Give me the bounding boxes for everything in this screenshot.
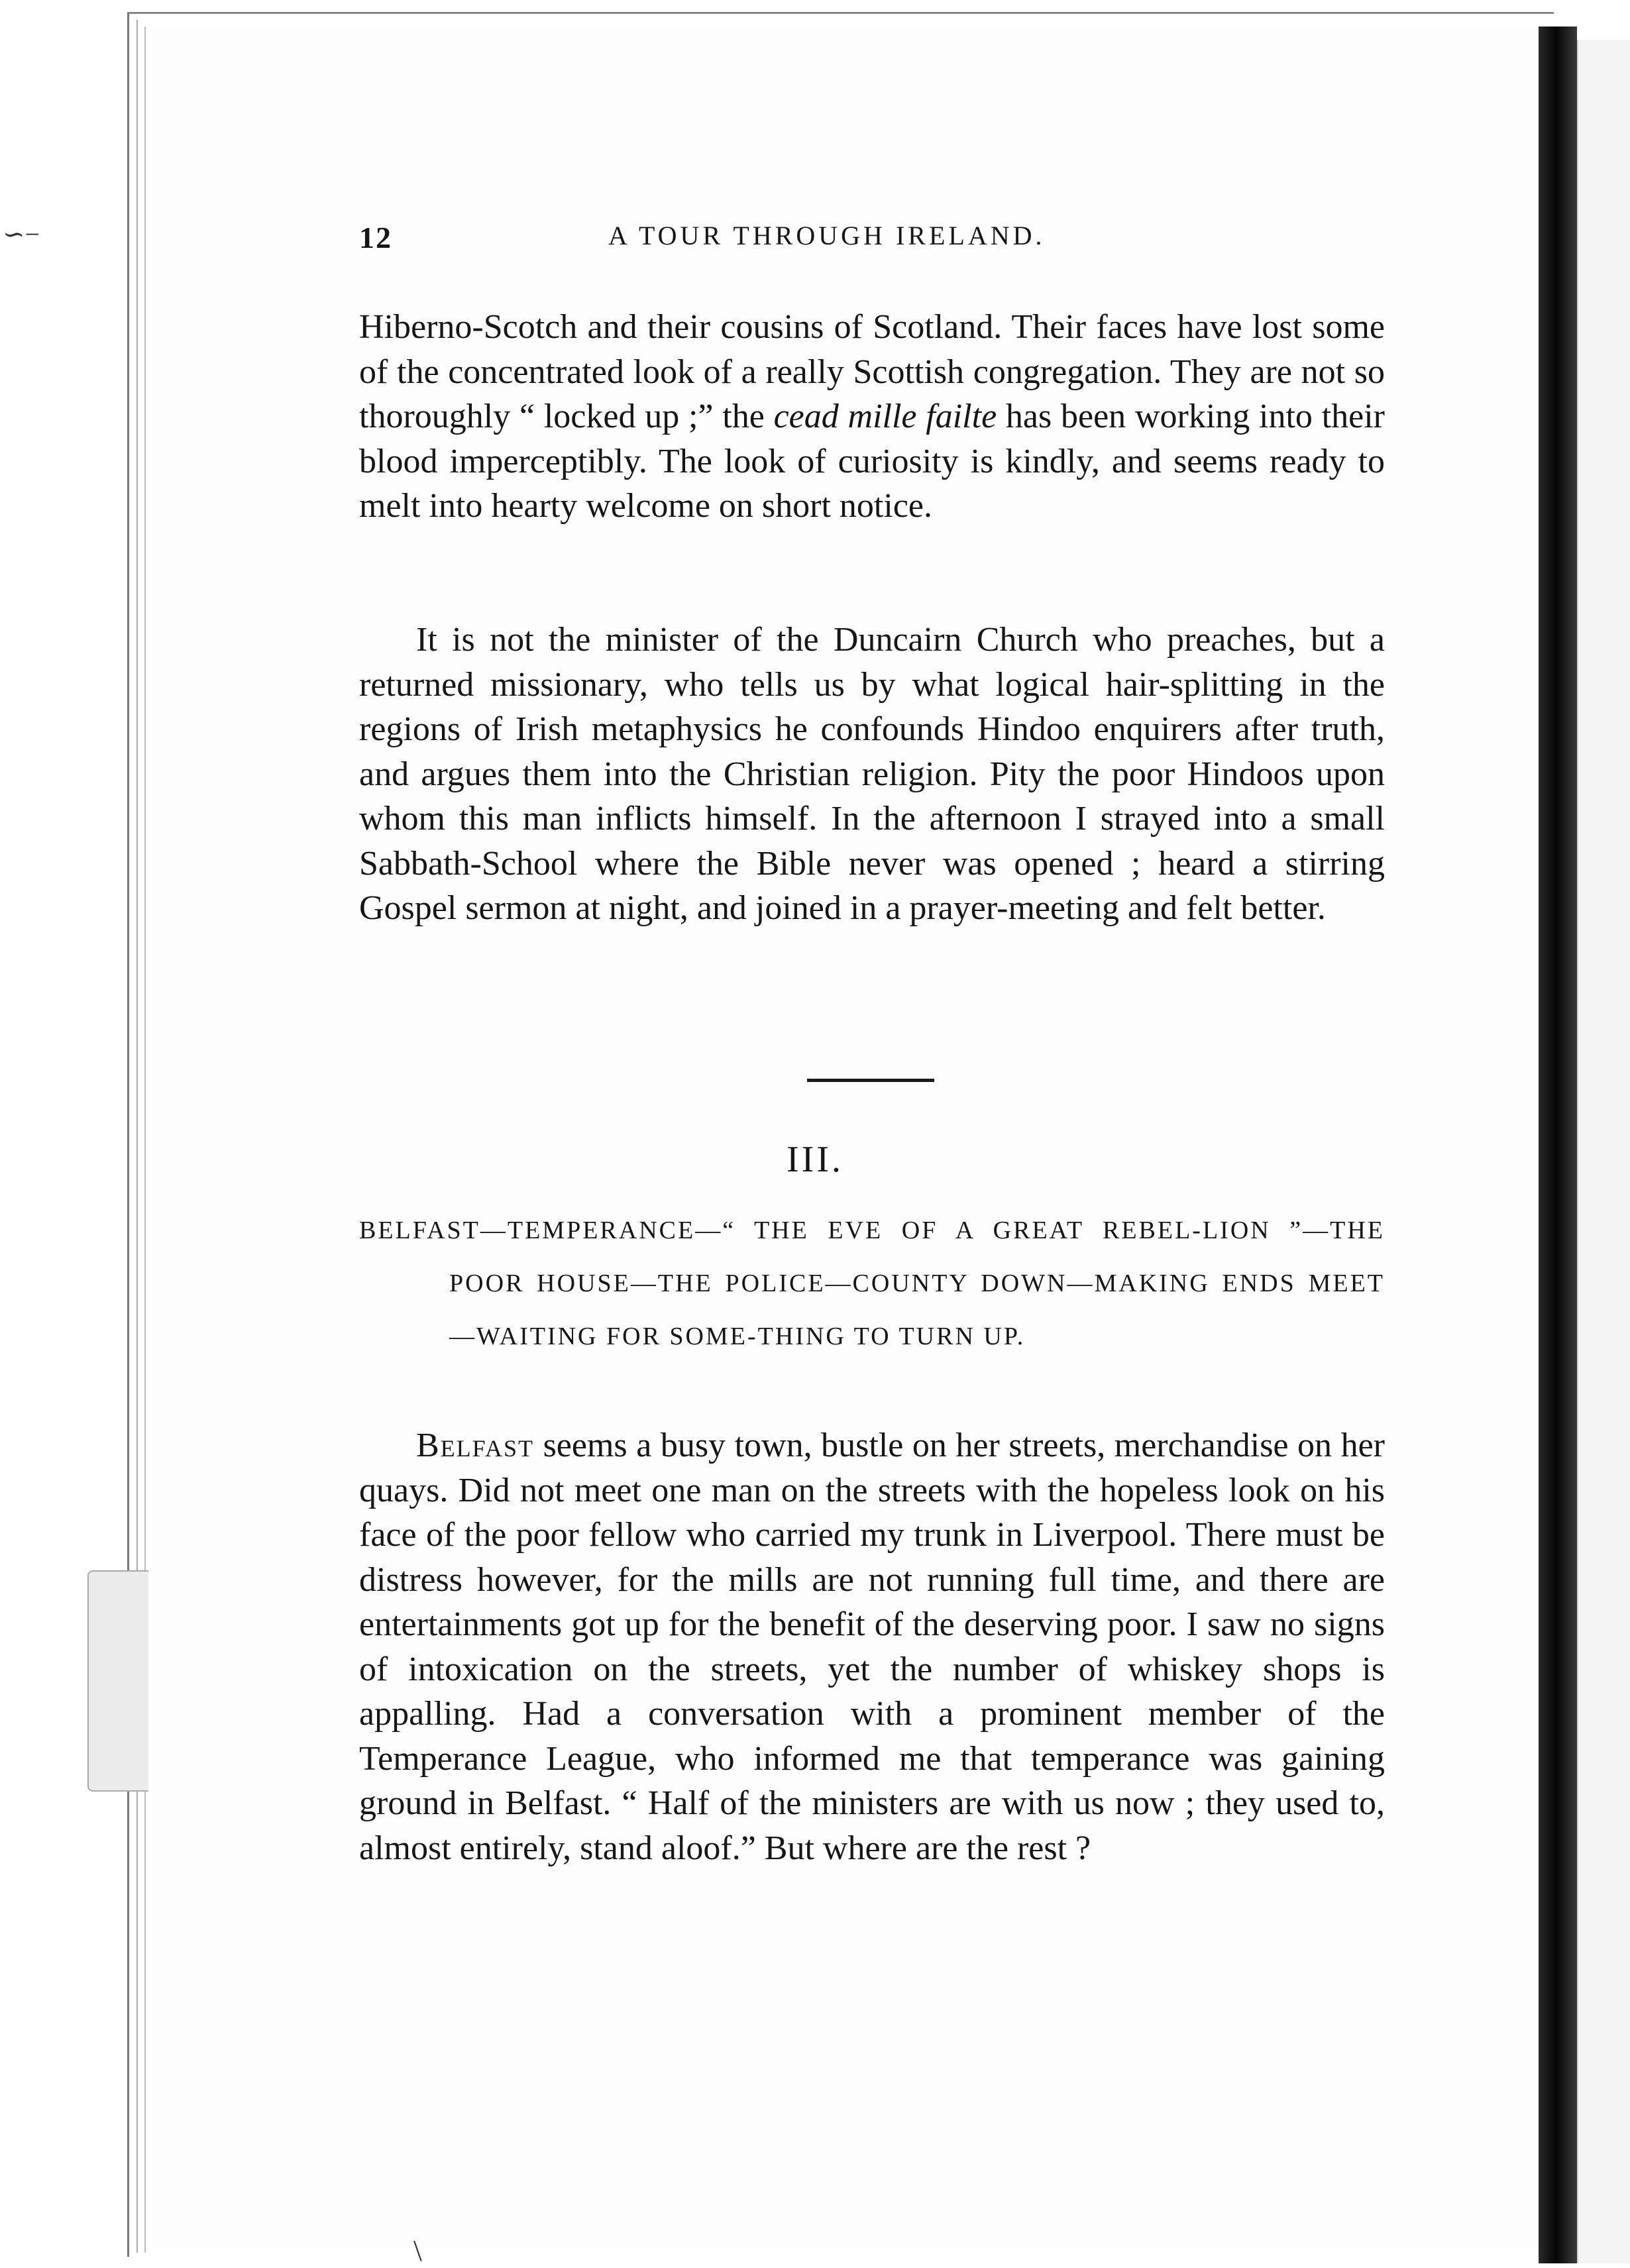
paragraph-continuation: Hiberno-Scotch and their cousins of Scotland. Their faces have lost some of the concentrated look of a really Scottish congregation. They are not so thoroughly “ locked up ;” the cead mille failte has been working into their blood imperceptibly. The look of curiosity is kindly, and seems ready to melt into hearty welcome on short notice. xyxy=(359,308,1385,525)
chapter-opening-paragraph: Belfast seems a busy town, bustle on her streets, merchandise on her quays. Did not meet one man on the streets with the hopeless look on his face of the poor fellow who carried my trunk in Liverpool. There must be distress however, for the mills are not running full time, and there are entertainments got up for the benefit of the deserving poor. I saw no signs of intoxication on the streets, yet the number of whiskey shops is appalling. Had a conversation with a prominent member of the Temperance League, who informed me that temperance was gaining ground in Belfast. “ Half of the ministers are with us now ; they used to, almost entirely, stand aloof.” But where are the rest ? xyxy=(359,1427,1385,1867)
opening-word: Belfast xyxy=(416,1427,535,1464)
chapter-synopsis: BELFAST—TEMPERANCE—“ THE EVE OF A GREAT REBEL-LION ”—THE POOR HOUSE—THE POLICE—COUNTY DOWN—MAKING ENDS MEET—WAITING FOR SOME-THING TO TURN UP. xyxy=(359,1216,1385,1350)
page-number: 12 xyxy=(359,221,392,254)
scan-artifact-mark: ∽− xyxy=(3,219,40,249)
scan-artifact-mark: \ xyxy=(413,2234,422,2267)
paragraph: It is not the minister of the Duncairn Church who preaches, but a returned missionary, who tells us by what logical hair-splitting in the regions of Irish metaphysics he confounds Hindoo enquirers after truth, and argues them into the Christian religion. Pity the poor Hindoos upon whom this man inflicts himself. In the afternoon I strayed into a small Sabbath-School where the Bible never was opened ; heard a stirring Gospel sermon at night, and joined in a prayer-meeting and felt better. xyxy=(359,621,1385,927)
chapter-number: III. xyxy=(787,1139,843,1180)
italic-phrase: cead mille failte xyxy=(773,398,997,435)
book-title: A TOUR THROUGH IRELAND. xyxy=(608,221,1046,250)
page-tab xyxy=(87,1570,148,1792)
section-divider xyxy=(807,1079,934,1082)
running-head xyxy=(0,220,1630,260)
